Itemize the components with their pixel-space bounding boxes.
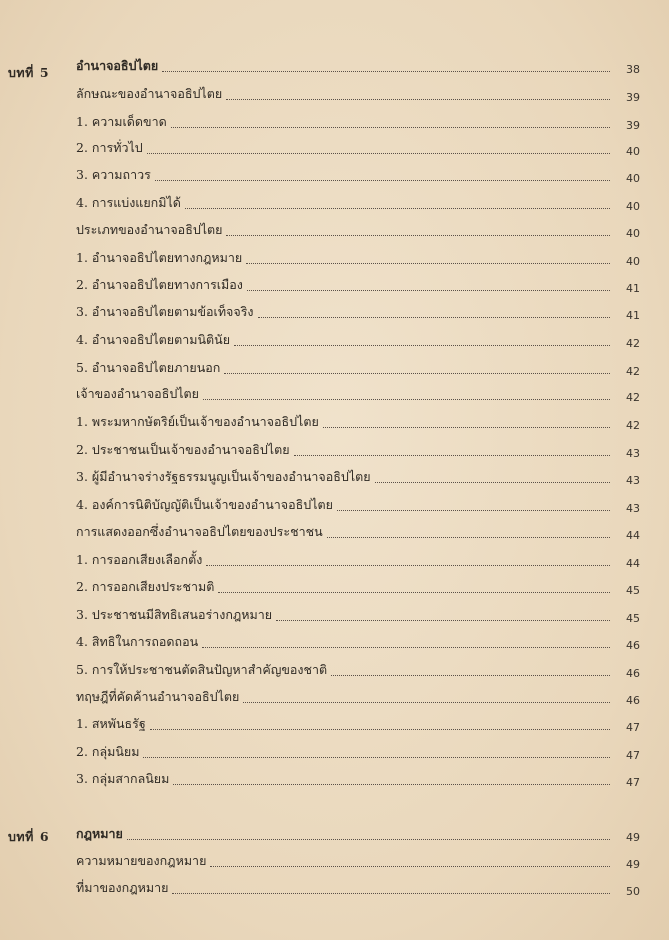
toc-entry-title: การแสดงออกซึ่งอำนาจอธิปไตยของประชาชน [76, 524, 323, 539]
toc-entry [76, 360, 640, 378]
toc-entry [76, 552, 640, 570]
toc-entry [76, 524, 640, 542]
dot-leader [143, 757, 610, 758]
toc-page-number: 42 [626, 419, 640, 432]
toc-entry [76, 332, 640, 350]
toc-entry-title: ลักษณะของอำนาจอธิปไตย [76, 86, 223, 101]
toc-entry [76, 250, 640, 268]
toc-page-number: 46 [626, 667, 640, 680]
toc-entry [76, 771, 640, 789]
dot-leader [246, 263, 610, 264]
toc-page-number: 42 [626, 337, 640, 350]
toc-entry [76, 744, 640, 762]
toc-entry [76, 579, 640, 597]
toc-entry-title: 4. สิทธิในการถอดถอน [76, 634, 199, 649]
toc-page-number: 50 [626, 885, 640, 898]
toc-page-number: 43 [626, 474, 640, 487]
toc-page-number: 46 [626, 639, 640, 652]
toc-page-number: 40 [626, 200, 640, 213]
dot-leader [173, 784, 610, 785]
dot-leader [185, 208, 610, 209]
toc-entry [76, 386, 640, 404]
toc-page-number: 44 [626, 529, 640, 542]
toc-entry-title: ความหมายของกฎหมาย [76, 853, 207, 868]
chapter-6-label [8, 827, 49, 847]
toc-page-number: 40 [626, 145, 640, 158]
toc-page-number: 49 [626, 831, 640, 844]
dot-leader [337, 510, 610, 511]
toc-entry [76, 222, 640, 240]
toc-entry [76, 826, 640, 844]
dot-leader [127, 839, 610, 840]
toc-page-number: 42 [626, 365, 640, 378]
dot-leader [247, 290, 610, 291]
toc-entry-title: 5. อำนาจอธิปไตยภายนอก [76, 360, 221, 375]
toc-page-number: 47 [626, 749, 640, 762]
dot-leader [323, 427, 610, 428]
dot-leader [203, 399, 610, 400]
toc-entry [76, 58, 640, 76]
toc-entry [76, 497, 640, 515]
toc-entry-title: 2. กลุ่มนิยม [76, 744, 140, 759]
dot-leader [375, 482, 610, 483]
toc-entry-title: 1. พระมหากษัตริย์เป็นเจ้าของอำนาจอธิปไตย [76, 414, 319, 429]
toc-entry [76, 853, 640, 871]
toc-entry [76, 607, 640, 625]
dot-leader [162, 71, 610, 72]
dot-leader [206, 565, 610, 566]
toc-page-number: 43 [626, 502, 640, 515]
toc-page-number: 42 [626, 391, 640, 404]
dot-leader [155, 180, 610, 181]
toc-entry [76, 167, 640, 185]
toc-entry-title: 4. องค์การนิติบัญญัติเป็นเจ้าของอำนาจอธิปไตย [76, 497, 333, 512]
dot-leader [210, 866, 610, 867]
toc-page-number: 44 [626, 557, 640, 570]
toc-entry-title: 3. ความถาวร [76, 167, 151, 182]
toc-page-number: 38 [626, 63, 640, 76]
chapter-word: บทที่ [8, 829, 34, 844]
toc-entry-title: 3. กลุ่มสากลนิยม [76, 771, 170, 786]
toc-page-number: 45 [626, 612, 640, 625]
dot-leader [172, 893, 610, 894]
toc-page-number: 47 [626, 776, 640, 789]
toc-entry-title: 4. การแบ่งแยกมิได้ [76, 195, 181, 210]
dot-leader [226, 99, 610, 100]
toc-entry-title: 3. ประชาชนมีสิทธิเสนอร่างกฎหมาย [76, 607, 273, 622]
toc-entry [76, 277, 640, 295]
toc-entry-title: 1. ความเด็ดขาด [76, 114, 167, 129]
dot-leader [226, 235, 610, 236]
toc-entry-title: ประเภทของอำนาจอธิปไตย [76, 222, 223, 237]
dot-leader [276, 620, 610, 621]
toc-entry [76, 195, 640, 213]
toc-entry [76, 86, 640, 104]
toc-entry-title: 1. การออกเสียงเลือกตั้ง [76, 552, 203, 567]
toc-entry-title: 2. ประชาชนเป็นเจ้าของอำนาจอธิปไตย [76, 442, 290, 457]
toc-entry-title: 2. การออกเสียงประชามติ [76, 579, 215, 594]
toc-entry [76, 716, 640, 734]
toc-entry [76, 634, 640, 652]
toc-entry-title: 3. ผู้มีอำนาจร่างรัฐธรรมนูญเป็นเจ้าของอำนาจอธิปไตย [76, 469, 371, 484]
chapter-number: 6 [39, 829, 50, 844]
dot-leader [218, 592, 610, 593]
chapter-number: 5 [39, 65, 50, 80]
toc-page-number: 40 [626, 255, 640, 268]
toc-page-number: 46 [626, 694, 640, 707]
toc-entry-title: 4. อำนาจอธิปไตยตามนิตินัย [76, 332, 231, 347]
toc-entry-title: 1. อำนาจอธิปไตยทางกฎหมาย [76, 250, 243, 265]
toc-entry [76, 414, 640, 432]
toc-page-number: 43 [626, 447, 640, 460]
toc-entry-title: อำนาจอธิปไตย [76, 58, 159, 73]
toc-entry [76, 140, 640, 158]
toc-entry [76, 114, 640, 132]
dot-leader [171, 127, 610, 128]
toc-entry-title: ทฤษฎีที่คัดค้านอำนาจอธิปไตย [76, 689, 240, 704]
toc-page-number: 49 [626, 858, 640, 871]
toc-entry [76, 469, 640, 487]
dot-leader [147, 153, 610, 154]
dot-leader [234, 345, 610, 346]
toc-page-number: 40 [626, 227, 640, 240]
toc-entry-title: 3. อำนาจอธิปไตยตามข้อเท็จจริง [76, 304, 254, 319]
toc-page-number: 39 [626, 119, 640, 132]
toc-entry-title: 1. สหพันธรัฐ [76, 716, 146, 731]
toc-entry-title: 2. อำนาจอธิปไตยทางการเมือง [76, 277, 243, 292]
dot-leader [243, 702, 610, 703]
dot-leader [258, 317, 610, 318]
toc-entry-title: เจ้าของอำนาจอธิปไตย [76, 386, 199, 401]
toc-entry [76, 689, 640, 707]
toc-entry-title: กฎหมาย [76, 826, 123, 841]
dot-leader [150, 729, 610, 730]
toc-entry-title: ที่มาของกฎหมาย [76, 880, 169, 895]
dot-leader [327, 537, 610, 538]
chapter-word: บทที่ [8, 65, 34, 80]
toc-page-number: 39 [626, 91, 640, 104]
toc-page-number: 41 [626, 309, 640, 322]
toc-entry-title: 2. การทั่วไป [76, 140, 143, 155]
toc-entry [76, 442, 640, 460]
dot-leader [331, 675, 610, 676]
toc-entry [76, 662, 640, 680]
toc-entry [76, 304, 640, 322]
toc-page-number: 40 [626, 172, 640, 185]
toc-page-number: 47 [626, 721, 640, 734]
chapter-5-label [8, 63, 49, 83]
toc-page-number: 41 [626, 282, 640, 295]
dot-leader [202, 647, 610, 648]
dot-leader [294, 455, 610, 456]
dot-leader [224, 373, 610, 374]
toc-entry [76, 880, 640, 898]
toc-entry-title: 5. การให้ประชาชนตัดสินปัญหาสำคัญของชาติ [76, 662, 328, 677]
toc-page-number: 45 [626, 584, 640, 597]
